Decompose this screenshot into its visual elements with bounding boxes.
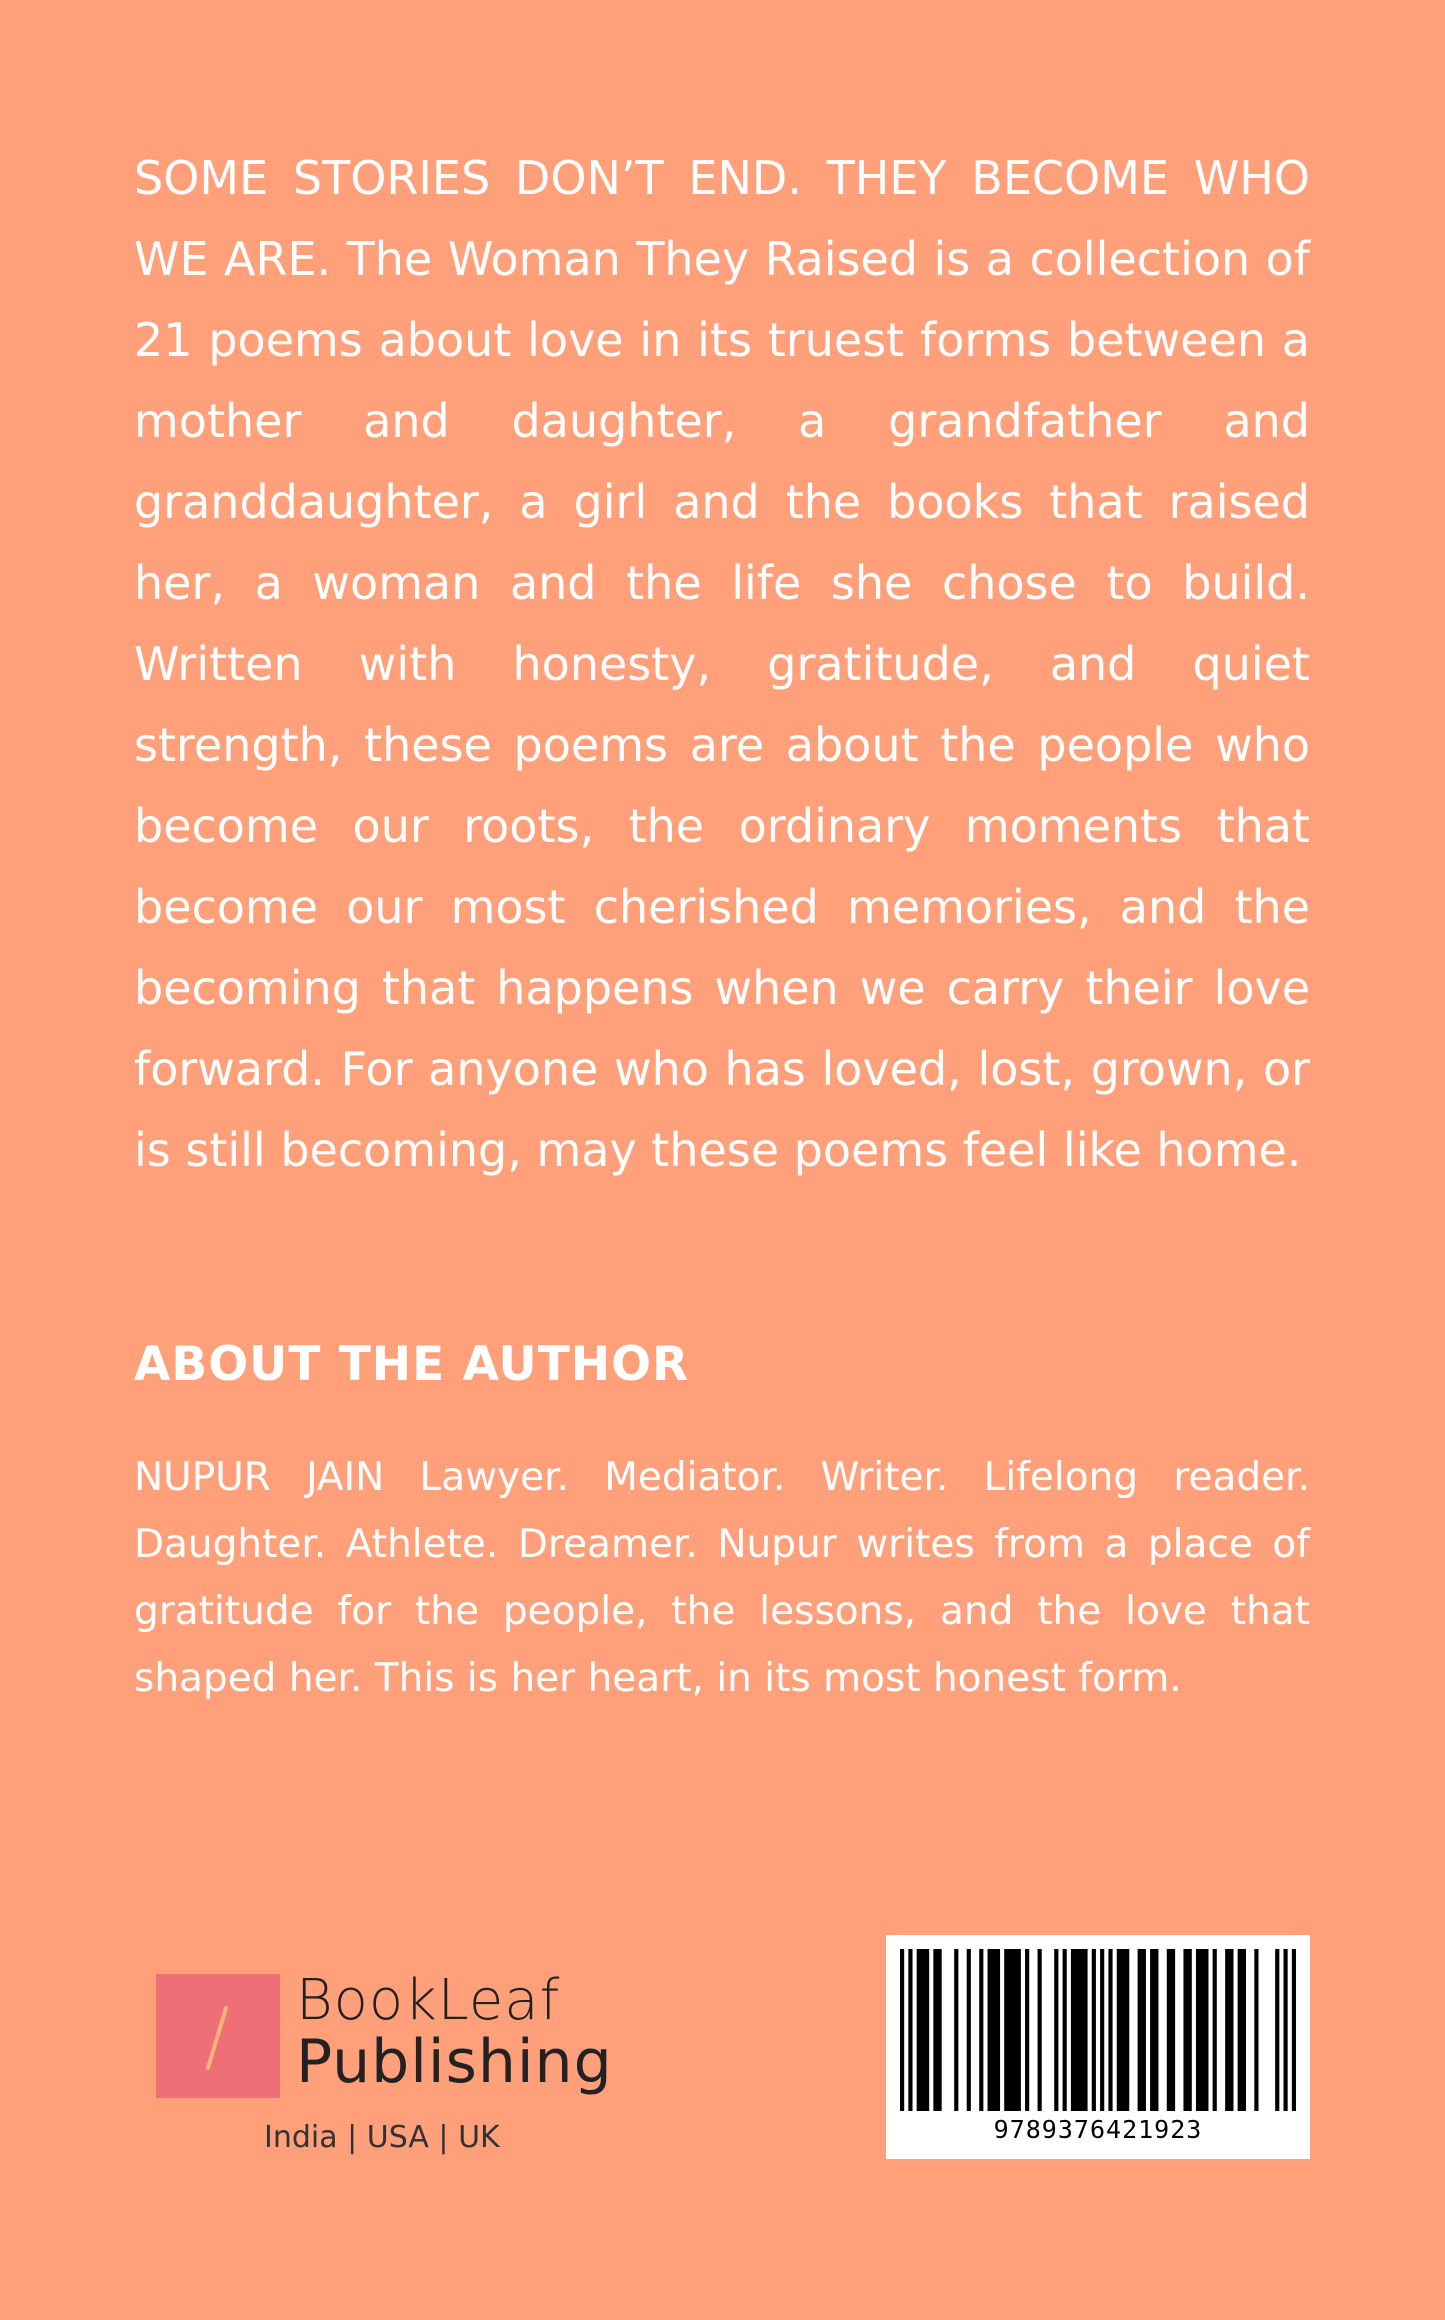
barcode-bar [1117,1949,1130,2111]
barcode-bar [1238,1949,1246,2111]
barcode-bar [1063,1949,1067,2111]
barcode-bar [1100,1949,1104,2111]
barcode-bar [1167,1949,1175,2111]
barcode-bar [954,1949,958,2111]
barcode-bar [1054,1949,1058,2111]
barcode-bar [900,1949,904,2111]
barcode-bar [1275,1949,1279,2111]
barcode-bar [1108,1949,1112,2111]
publisher-name-line1: BookLeaf [296,1968,561,2033]
publisher-logo [156,1968,616,2155]
barcode-bar [1092,1949,1096,2111]
barcode-bar [1138,1949,1146,2111]
barcode-bar [917,1949,930,2111]
isbn-number: 9789376421923 [993,2115,1203,2144]
barcode-bar [1213,1949,1217,2111]
barcode-bar [1225,1949,1233,2111]
barcode-bar [1254,1949,1258,2111]
author-bio: NUPUR JAIN Lawyer. Mediator. Writer. Lifelong reader. Daughter. Athlete. Dreamer. Nupur writes from a place of gratitude for the people, the lessons, and the love that shaped her. This is her heart, in its most honest form. [134,1455,1310,1701]
barcode-bar [988,1949,1001,2111]
barcode-bar [1025,1949,1029,2111]
about-author-heading: ABOUT THE AUTHOR [134,1337,690,1392]
barcode-bar [1183,1949,1191,2111]
barcode-bars [900,1949,1296,2111]
publisher-name-line2: Publishing [296,2027,613,2097]
publisher-regions: India | USA | UK [264,2120,500,2155]
barcode-bar [933,1949,941,2111]
barcode-bar [908,1949,912,2111]
isbn-barcode [886,1935,1310,2159]
bookleaf-logo-icon [156,1974,280,2098]
barcode-bar [1038,1949,1042,2111]
barcode-bar [1292,1949,1296,2111]
barcode-bar [979,1949,983,2111]
barcode-bar [1004,1949,1021,2111]
barcode-bar [1071,1949,1088,2111]
barcode-bar [1150,1949,1158,2111]
barcode-bar [1196,1949,1209,2111]
book-blurb: SOME STORIES DON’T END. THEY BECOME WHO WE ARE. The Woman They Raised is a collection of 21 poems about love in its truest forms between a mother and daughter, a grandfather and granddaughter, a girl and the books that raised her, a woman and the life she chose to build. Written with honesty, gratitude, and quiet strength, these poems are about the people who become our roots, the ordinary moments that become our most cherished memories, and the becoming that happens when we carry their love forward. For anyone who has loved, lost, grown, or is still becoming, may these poems feel like home. [134,151,1310,1177]
barcode-bar [1283,1949,1287,2111]
slash-icon [156,1974,280,2098]
barcode-bar [967,1949,971,2111]
